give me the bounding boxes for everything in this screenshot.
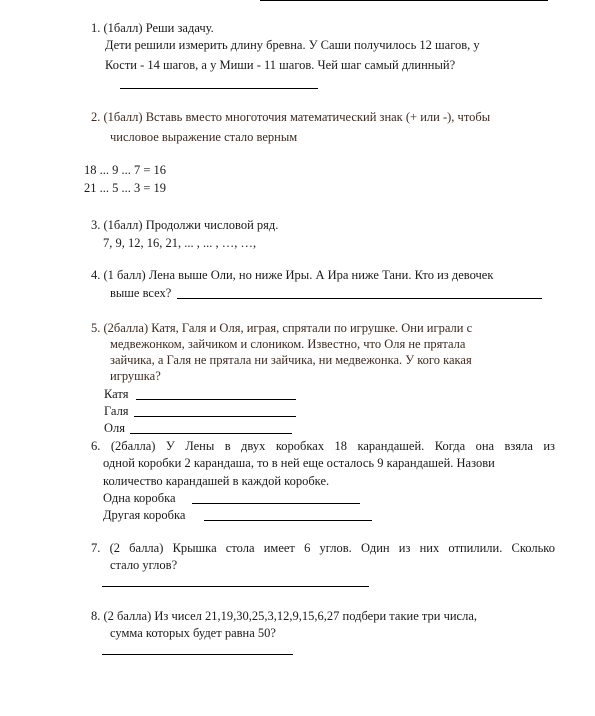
q6-box-two-label: Другая коробка — [103, 508, 186, 522]
q4-answer-line[interactable] — [177, 298, 542, 299]
q1-text-line: Кости - 14 шагов, а у Миши - 11 шагов. Чей шаг самый длинный? — [105, 58, 456, 72]
q8-answer-line[interactable] — [102, 654, 293, 655]
q4-heading: 4. (1 балл) Лена выше Оли, но ниже Иры. А Ира ниже Тани. Кто из девочек — [91, 268, 494, 282]
q5-answer-line-katya[interactable] — [136, 399, 296, 400]
q6-box-one-label: Одна коробка — [103, 491, 176, 505]
q6-text-line: количество карандашей в каждой коробке. — [103, 474, 330, 488]
q8-text-line: сумма которых будет равна 50? — [110, 626, 276, 640]
q2-expression-1: 18 ... 9 ... 7 = 16 — [84, 163, 167, 177]
q3-sequence: 7, 9, 12, 16, 21, ... , ... , …, …, — [103, 236, 257, 250]
q6-answer-line-box-two[interactable] — [204, 520, 372, 521]
q6-text-line: одной коробки 2 карандаша, то в ней еще осталось 9 карандашей. Назови — [103, 456, 495, 470]
q5-name-olya: Оля — [104, 421, 126, 435]
top-rule — [260, 0, 548, 1]
q7-text-line: стало углов? — [110, 558, 178, 572]
q1-text-line: Дети решили измерить длину бревна. У Саши получилось 12 шагов, у — [105, 38, 480, 52]
q5-answer-line-olya[interactable] — [130, 433, 292, 434]
q7-heading: 7. (2 балла) Крышка стола имеет 6 углов. Один из них отпилили. Сколько — [91, 541, 555, 555]
q7-answer-line[interactable] — [102, 586, 369, 587]
q6-answer-line-box-one[interactable] — [192, 503, 360, 504]
q5-name-galya: Галя — [104, 404, 129, 418]
q8-heading: 8. (2 балла) Из чисел 21,19,30,25,3,12,9,15,6,27 подбери такие три числа, — [91, 609, 478, 623]
q5-name-katya: Катя — [104, 387, 129, 401]
q5-heading: 5. (2балла) Катя, Галя и Оля, играя, спрятали по игрушке. Они играли с — [91, 321, 473, 335]
q2-heading: 2. (1балл) Вставь вместо многоточия математический знак (+ или -), чтобы — [91, 110, 491, 124]
q1-heading: 1. (1балл) Реши задачу. — [91, 21, 214, 35]
q3-heading: 3. (1балл) Продолжи числовой ряд. — [91, 218, 279, 232]
q5-text-line: медвежонком, зайчиком и слоником. Известно, что Оля не прятала — [110, 337, 466, 351]
q2-text-line: числовое выражение стало верным — [110, 130, 298, 144]
q1-answer-line[interactable] — [120, 88, 318, 89]
q5-answer-line-galya[interactable] — [134, 416, 296, 417]
q2-expression-2: 21 ... 5 ... 3 = 19 — [84, 181, 167, 195]
q4-text-line: выше всех? — [110, 286, 172, 300]
q5-text-line: зайчика, а Галя не прятала ни зайчика, ни медвежонка. У кого какая — [110, 353, 472, 367]
q5-text-line: игрушка? — [110, 369, 161, 383]
q6-heading: 6. (2балла) У Лены в двух коробках 18 карандашей. Когда она взяла из — [91, 439, 555, 453]
